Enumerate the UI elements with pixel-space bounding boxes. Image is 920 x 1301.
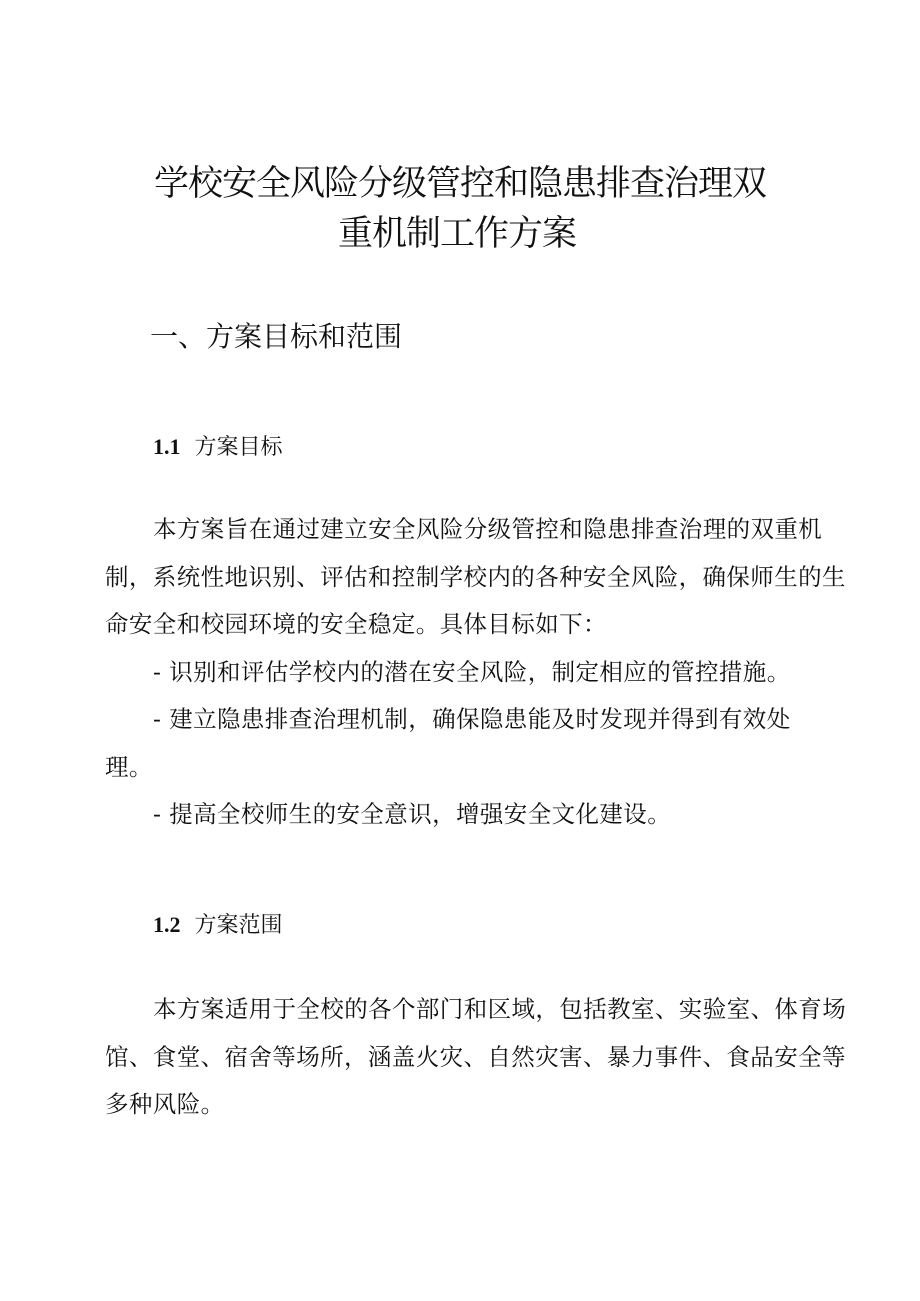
list-item: - 建立隐患排查治理机制，确保隐患能及时发现并得到有效处 xyxy=(153,705,791,733)
subsection-heading-1-1 xyxy=(153,436,283,459)
list-item: - 提高全校师生的安全意识，增强安全文化建设。 xyxy=(153,800,672,828)
document-title-line-1: 学校安全风险分级管控和隐患排查治理双 xyxy=(153,164,766,204)
subsection-heading-1-2 xyxy=(153,914,283,937)
subsection-number: 1.2 xyxy=(153,912,181,937)
paragraph-line: 本方案旨在通过建立安全风险分级管控和隐患排查治理的双重机 xyxy=(153,515,823,543)
paragraph-line: 多种风险。 xyxy=(105,1090,225,1118)
list-item: - 识别和评估学校内的潜在安全风险，制定相应的管控措施。 xyxy=(153,658,791,686)
document-title-line-2: 重机制工作方案 xyxy=(337,214,576,254)
section-heading: 一、方案目标和范围 xyxy=(150,320,403,353)
paragraph-line: 馆、食堂、宿舍等场所，涵盖火灾、自然灾害、暴力事件、食品安全等 xyxy=(105,1043,846,1071)
subsection-title: 方案范围 xyxy=(194,913,283,938)
subsection-title: 方案目标 xyxy=(194,435,283,460)
paragraph-line: 命安全和校园环境的安全稳定。具体目标如下： xyxy=(105,610,607,638)
list-item-continuation: 理。 xyxy=(105,753,153,781)
subsection-number: 1.1 xyxy=(153,434,181,459)
paragraph-line: 本方案适用于全校的各个部门和区域，包括教室、实验室、体育场 xyxy=(153,995,847,1023)
paragraph-line: 制，系统性地识别、评估和控制学校内的各种安全风险，确保师生的生 xyxy=(105,563,846,591)
